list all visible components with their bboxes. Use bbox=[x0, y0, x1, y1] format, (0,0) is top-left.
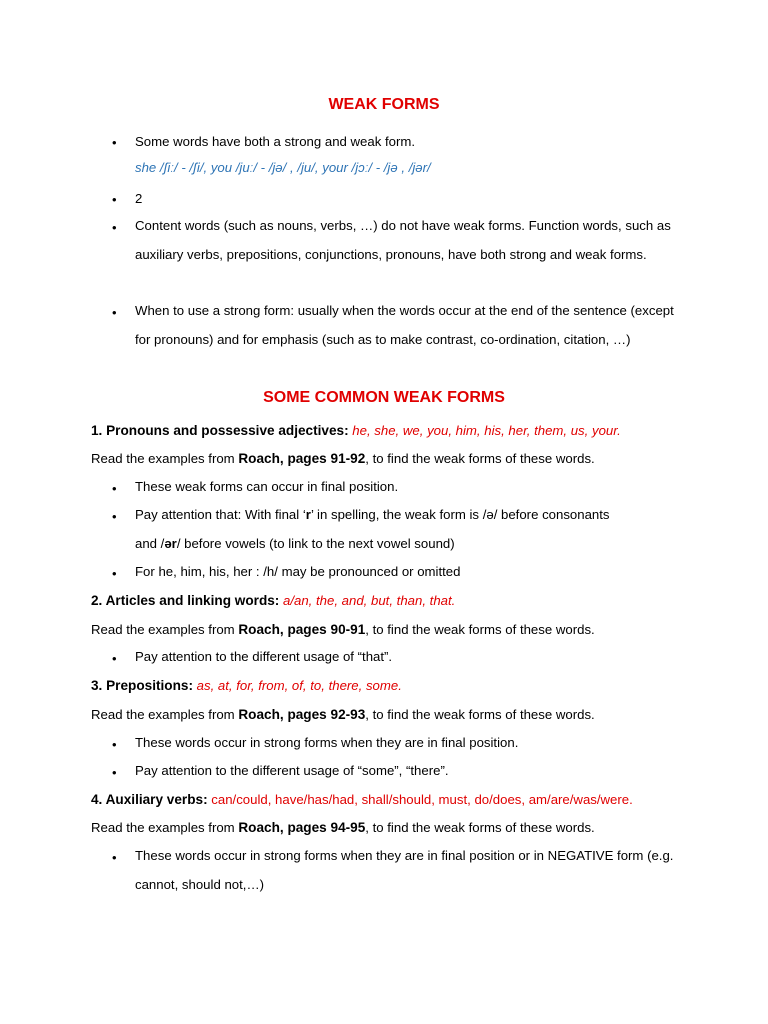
bullet-icon: • bbox=[112, 220, 117, 235]
reference-line: Read the examples from Roach, pages 90-91, to find the weak forms of these words. bbox=[91, 622, 595, 637]
bullet-text: 2 bbox=[135, 191, 143, 206]
word-list: he, she, we, you, him, his, her, them, us, your. bbox=[352, 423, 621, 438]
bullet-text: For he, him, his, her : /h/ may be pronounced or omitted bbox=[135, 564, 461, 579]
section-heading bbox=[91, 593, 691, 608]
section-heading bbox=[91, 678, 691, 693]
bullet-text: Pay attention to the different usage of “some”, “there”. bbox=[135, 763, 449, 778]
bullet-icon: • bbox=[112, 850, 117, 865]
word-list: can/could, have/has/had, shall/should, must, do/does, am/are/was/were. bbox=[211, 792, 633, 807]
page-title: WEAK FORMS bbox=[328, 96, 440, 113]
bullet-icon: • bbox=[112, 509, 117, 524]
bullet-text: These weak forms can occur in final position. bbox=[135, 479, 399, 494]
word-list: a/an, the, and, but, than, that. bbox=[283, 593, 456, 608]
book-reference: Roach, pages 90-91 bbox=[238, 622, 366, 637]
bullet-text: Pay attention that: With final ‘r’ in spelling, the weak form is /ə/ before consonants and /ər/ before vowels (to link to the next vowel sound) bbox=[135, 507, 610, 551]
book-reference: Roach, pages 91-92 bbox=[238, 451, 366, 466]
bullet-text: Some words have both a strong and weak form. bbox=[135, 134, 416, 149]
section-heading bbox=[91, 792, 691, 807]
reference-line: Read the examples from Roach, pages 94-95, to find the weak forms of these words. bbox=[91, 820, 595, 835]
bullet-text: These words occur in strong forms when they are in final position or in NEGATIVE form (e.g. cannot, should not,…) bbox=[135, 848, 674, 892]
bullet-icon: • bbox=[112, 651, 117, 666]
bullet-text: When to use a strong form: usually when the words occur at the end of the sentence (except for pronouns) and for emphasis (such as to make contrast, co-ordination, citation, …) bbox=[135, 303, 674, 347]
heading-label: 1. Pronouns and possessive adjectives: bbox=[91, 423, 349, 438]
bullet-text: Pay attention to the different usage of “that”. bbox=[135, 649, 393, 664]
book-reference: Roach, pages 92-93 bbox=[238, 707, 366, 722]
section-heading bbox=[91, 423, 691, 438]
bullet-icon: • bbox=[112, 192, 117, 207]
bullet-icon: • bbox=[112, 765, 117, 780]
bullet-text: These words occur in strong forms when they are in final position. bbox=[135, 735, 519, 750]
reference-line: Read the examples from Roach, pages 92-93, to find the weak forms of these words. bbox=[91, 707, 595, 722]
heading-label: 3. Prepositions: bbox=[91, 678, 193, 693]
bullet-icon: • bbox=[112, 305, 117, 320]
phonetic-example: she /ʃiː/ - /ʃi/, you /juː/ - /jə/ , /ju/, your /jɔː/ - /jə , /jər/ bbox=[135, 160, 431, 175]
reference-line: Read the examples from Roach, pages 91-92, to find the weak forms of these words. bbox=[91, 451, 595, 466]
bullet-text: Content words (such as nouns, verbs, …) do not have weak forms. Function words, such as auxiliary verbs, prepositions, conjunctions, pronouns, have both strong and weak forms. bbox=[135, 218, 671, 262]
bullet-icon: • bbox=[112, 566, 117, 581]
section-subtitle: SOME COMMON WEAK FORMS bbox=[263, 389, 505, 406]
bullet-icon: • bbox=[112, 135, 117, 150]
heading-label: 2. Articles and linking words: bbox=[91, 593, 280, 608]
word-list: as, at, for, from, of, to, there, some. bbox=[196, 678, 402, 693]
heading-label: 4. Auxiliary verbs: bbox=[91, 792, 208, 807]
bullet-icon: • bbox=[112, 481, 117, 496]
bullet-icon: • bbox=[112, 737, 117, 752]
book-reference: Roach, pages 94-95 bbox=[238, 820, 366, 835]
